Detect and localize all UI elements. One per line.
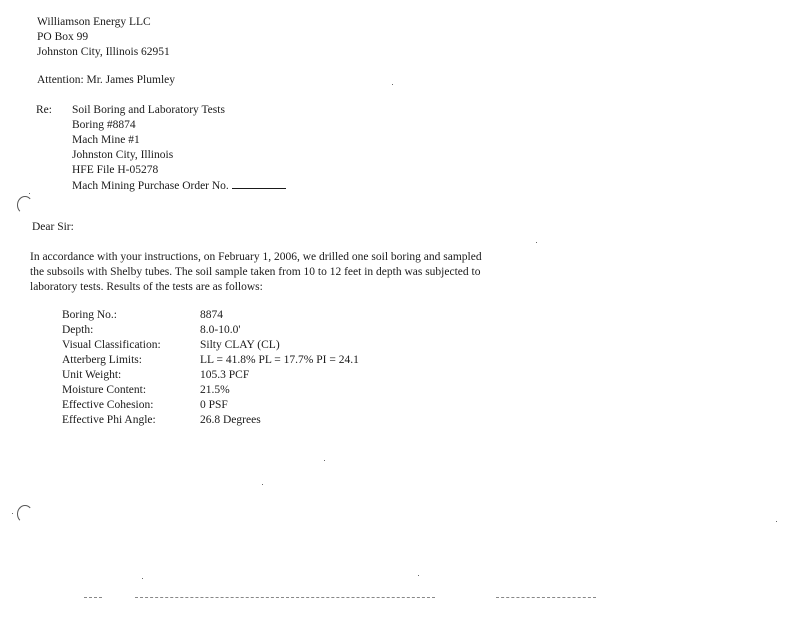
body-paragraph bbox=[30, 250, 482, 295]
purchase-order-label: Mach Mining Purchase Order No. bbox=[72, 180, 229, 192]
body-line: laboratory tests. Results of the tests are as follows: bbox=[30, 281, 263, 293]
result-value: Silty CLAY (CL) bbox=[200, 339, 280, 351]
result-value: 8.0-10.0' bbox=[200, 324, 241, 336]
scan-speck bbox=[418, 575, 419, 576]
result-value: 21.5% bbox=[200, 384, 230, 396]
scan-speck bbox=[536, 242, 537, 243]
re-line: Johnston City, Illinois bbox=[72, 149, 174, 161]
body-line: In accordance with your instructions, on February 1, 2006, we drilled one soil boring and sampled bbox=[30, 251, 482, 263]
result-label: Atterberg Limits: bbox=[62, 354, 142, 366]
scan-speck bbox=[392, 84, 393, 85]
punch-hole-mark bbox=[17, 505, 33, 523]
scan-line-fragment bbox=[496, 597, 596, 599]
punch-hole-mark bbox=[17, 196, 33, 214]
recipient-po-box: PO Box 99 bbox=[37, 31, 89, 43]
result-value: 8874 bbox=[200, 309, 223, 321]
result-label: Moisture Content: bbox=[62, 384, 147, 396]
result-value: 0 PSF bbox=[200, 399, 228, 411]
result-value: LL = 41.8% PL = 17.7% PI = 24.1 bbox=[200, 354, 359, 366]
result-label: Unit Weight: bbox=[62, 369, 122, 381]
re-line: Boring #8874 bbox=[72, 119, 136, 131]
scan-speck bbox=[324, 460, 325, 461]
result-label: Visual Classification: bbox=[62, 339, 161, 351]
purchase-order-blank bbox=[232, 178, 286, 189]
attention-line: Attention: Mr. James Plumley bbox=[37, 74, 175, 86]
re-subject-block bbox=[72, 103, 286, 193]
result-label: Boring No.: bbox=[62, 309, 117, 321]
result-value: 105.3 PCF bbox=[200, 369, 250, 381]
purchase-order-line bbox=[72, 178, 286, 193]
recipient-address bbox=[37, 15, 170, 60]
scan-speck bbox=[29, 193, 30, 194]
scan-speck bbox=[262, 484, 263, 485]
salutation: Dear Sir: bbox=[32, 221, 74, 233]
recipient-company: Williamson Energy LLC bbox=[37, 16, 151, 28]
re-line: Mach Mine #1 bbox=[72, 134, 140, 146]
re-label: Re: bbox=[36, 104, 52, 116]
re-line: HFE File H-05278 bbox=[72, 164, 159, 176]
scan-speck bbox=[776, 521, 777, 522]
result-label: Effective Phi Angle: bbox=[62, 414, 156, 426]
body-line: the subsoils with Shelby tubes. The soil sample taken from 10 to 12 feet in depth was subjected to bbox=[30, 266, 481, 278]
result-value: 26.8 Degrees bbox=[200, 414, 261, 426]
scan-speck bbox=[12, 513, 13, 514]
scan-line-fragment bbox=[135, 597, 435, 599]
result-label: Effective Cohesion: bbox=[62, 399, 154, 411]
recipient-city: Johnston City, Illinois 62951 bbox=[37, 46, 170, 58]
scan-line-fragment bbox=[84, 597, 102, 599]
re-line: Soil Boring and Laboratory Tests bbox=[72, 104, 225, 116]
scan-speck bbox=[142, 578, 143, 579]
result-label: Depth: bbox=[62, 324, 94, 336]
